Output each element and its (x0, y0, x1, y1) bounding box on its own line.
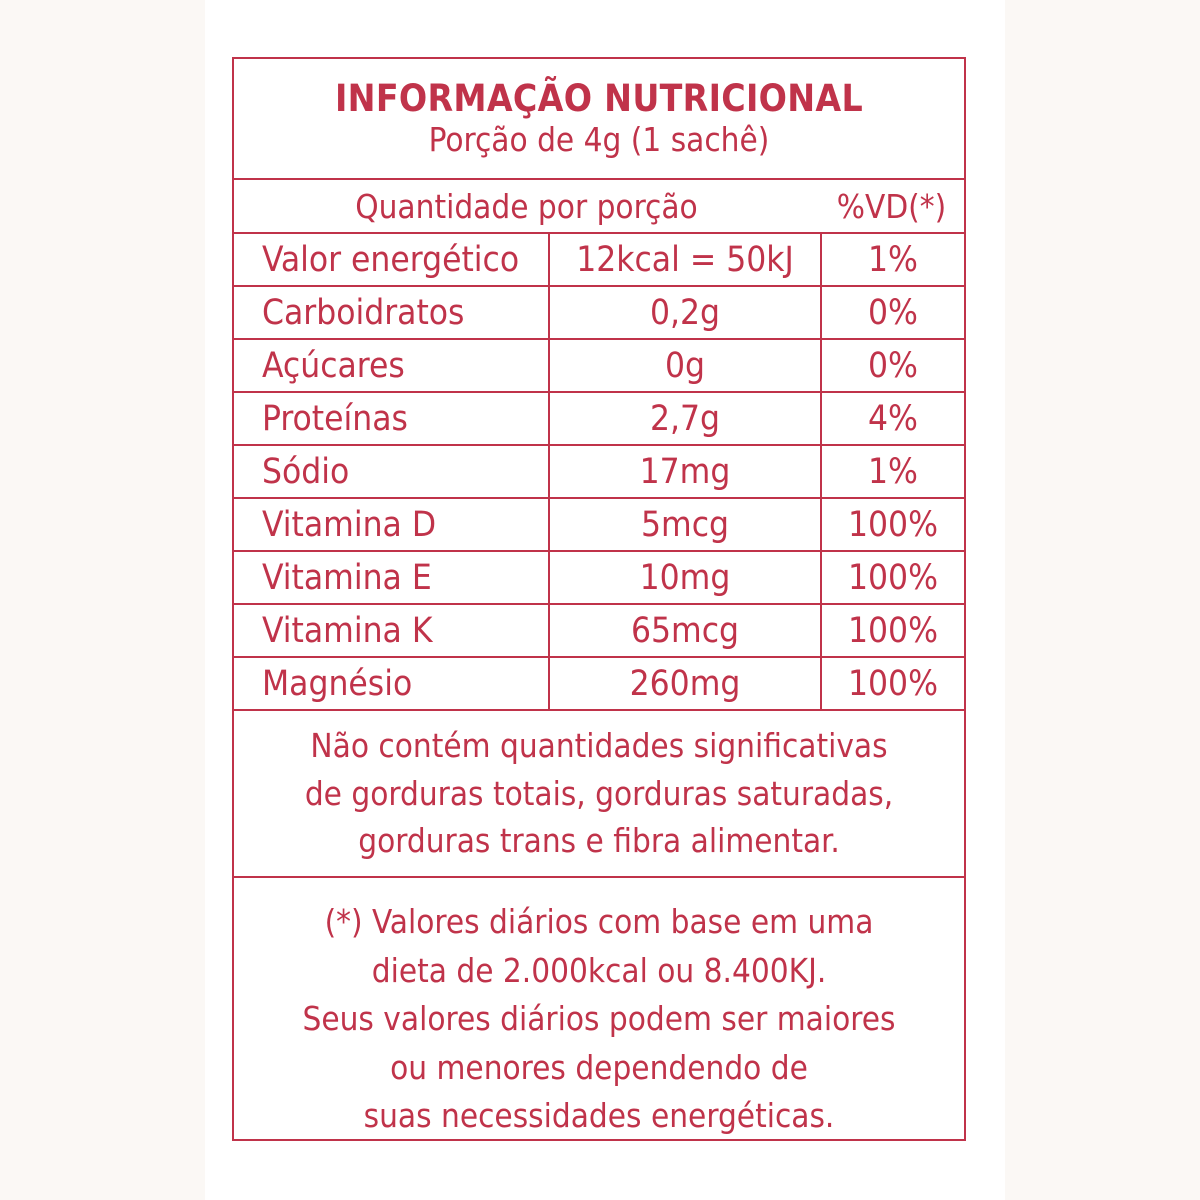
nutrient-amount: 2,7g (548, 393, 822, 444)
nutrition-facts-label (232, 57, 966, 1141)
nutrient-daily-value: 0% (868, 292, 918, 333)
daily-value-header: %VD(*) (836, 186, 947, 226)
footnote-line: suas necessidades energéticas. (363, 1096, 835, 1135)
footnote-line: dieta de 2.000kcal ou 8.400KJ. (371, 950, 827, 990)
nutrient-daily-value: 4% (868, 398, 918, 439)
nutrient-amount: 12kcal = 50kJ (548, 234, 822, 285)
nutrient-name: Magnésio (262, 663, 413, 704)
daily-values-footnote (234, 878, 964, 1141)
nutrient-amount: 0,2g (548, 287, 822, 338)
table-row (234, 234, 964, 287)
table-row (234, 287, 964, 340)
note-line: gorduras trans e fibra alimentar. (358, 821, 840, 861)
footnote-line: (*) Valores diários com base em uma (324, 902, 874, 941)
table-row (234, 499, 964, 552)
note-line: Não contém quantidades significativas (310, 725, 888, 765)
note-line: de gorduras totais, gorduras saturadas, (304, 773, 894, 813)
portion-size: Porção de 4g (1 sachê) (428, 119, 770, 159)
nutrient-daily-value: 100% (847, 663, 938, 704)
nutrient-name: Vitamina D (262, 504, 437, 545)
nutrient-daily-value: 100% (847, 557, 938, 598)
footnote-line: Seus valores diários podem ser maiores (302, 999, 896, 1038)
nutrient-amount: 10mg (548, 552, 822, 603)
table-row (234, 605, 964, 658)
nutrient-name: Sódio (262, 451, 350, 492)
table-row (234, 658, 964, 711)
table-row (234, 446, 964, 499)
nutrient-name: Vitamina E (262, 557, 432, 598)
nutrient-daily-value: 1% (868, 239, 918, 280)
column-header-row (234, 180, 964, 234)
label-header (234, 59, 964, 180)
nutrient-name: Proteínas (262, 398, 408, 439)
table-row (234, 340, 964, 393)
nutrient-amount: 0g (548, 340, 822, 391)
nutrient-daily-value: 0% (868, 345, 918, 386)
nutrient-daily-value: 1% (868, 451, 918, 492)
nutrient-name: Carboidratos (262, 292, 465, 333)
nutrient-amount: 5mcg (548, 499, 822, 550)
nutrient-daily-value: 100% (847, 610, 938, 651)
nutrient-amount: 260mg (548, 658, 822, 709)
quantity-header: Quantidade por porção (355, 186, 698, 226)
nutrient-amount: 17mg (548, 446, 822, 497)
nutrient-name: Valor energético (262, 239, 520, 280)
table-row (234, 393, 964, 446)
table-row (234, 552, 964, 605)
nutrient-amount: 65mcg (548, 605, 822, 656)
insignificant-amounts-note (234, 711, 964, 878)
nutrient-name: Açúcares (262, 345, 405, 386)
label-title: INFORMAÇÃO NUTRICIONAL (335, 77, 863, 121)
nutrient-name: Vitamina K (262, 610, 433, 651)
nutrient-daily-value: 100% (847, 504, 938, 545)
footnote-line: ou menores dependendo de (390, 1047, 808, 1087)
